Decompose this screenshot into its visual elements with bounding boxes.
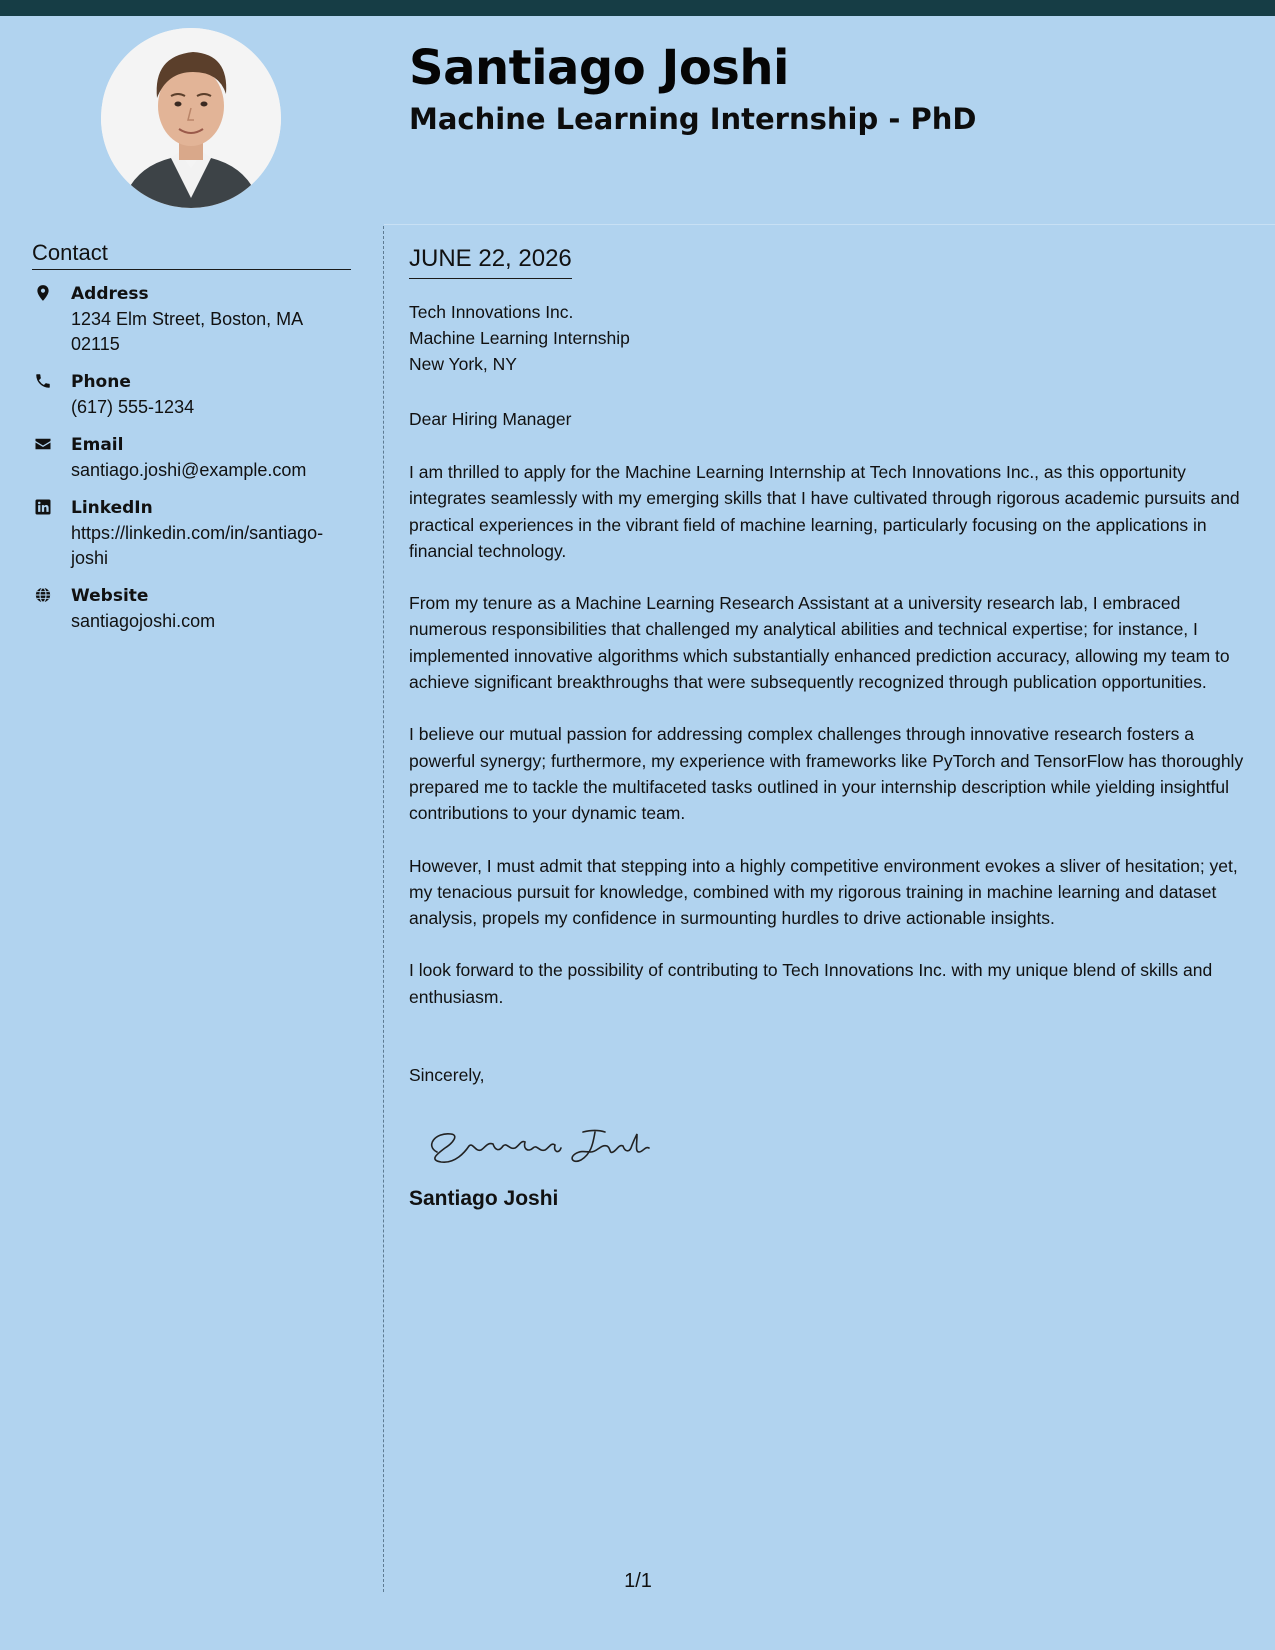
contact-value[interactable]: santiago.joshi@example.com — [71, 460, 307, 480]
salutation: Dear Hiring Manager — [409, 409, 572, 429]
letter-paragraph: However, I must admit that stepping into a highly competitive environment evokes a sliver of hesitation; yet, my tenacious pursuit for knowledge, combined with my rigorous training in machine learning and dataset analysis, propels my confidence in surmounting hurdles to drive actionable insights. — [409, 855, 1238, 929]
recipient-company: Tech Innovations Inc. — [409, 302, 574, 322]
contact-value: 1234 Elm Street, Boston, MA 02115 — [71, 309, 303, 354]
profile-photo — [101, 28, 281, 208]
map-pin-icon — [34, 284, 52, 302]
column-divider — [383, 226, 384, 1592]
contact-sidebar — [32, 240, 351, 647]
recipient-position: Machine Learning Internship — [409, 328, 630, 348]
job-title: Machine Learning Internship - PhD — [409, 102, 977, 136]
contact-label: Website — [71, 586, 149, 606]
globe-icon — [34, 586, 52, 604]
letter-body — [409, 244, 1253, 1211]
top-accent-bar — [0, 0, 1275, 16]
contact-email — [32, 433, 351, 483]
applicant-name: Santiago Joshi — [409, 40, 789, 96]
closing: Sincerely, — [409, 1065, 485, 1086]
contact-label: Address — [71, 284, 149, 304]
page-number: 1/1 — [624, 1570, 652, 1592]
linkedin-icon — [34, 498, 52, 516]
contact-address — [32, 282, 351, 357]
contact-linkedin — [32, 496, 351, 571]
contact-label: LinkedIn — [71, 498, 153, 518]
signature — [423, 1112, 663, 1172]
signed-name: Santiago Joshi — [409, 1187, 559, 1211]
contact-value[interactable]: https://linkedin.com/in/santiago-joshi — [71, 523, 324, 568]
contact-value[interactable]: (617) 555-1234 — [71, 397, 195, 417]
contact-heading: Contact — [32, 240, 351, 270]
contact-website — [32, 584, 351, 634]
letter-paragraph: From my tenure as a Machine Learning Research Assistant at a university research lab, I embraced numerous responsibilities that challenged my analytical abilities and technical expertise; for instance, I implemented innovative algorithms which substantially enhanced prediction accuracy, allowing my team to achieve significant breakthroughs that were subsequently recognized through publication opportunities. — [409, 593, 1230, 693]
contact-phone — [32, 370, 351, 420]
phone-icon — [34, 372, 52, 390]
letter-paragraph: I believe our mutual passion for addressing complex challenges through innovative research fosters a powerful synergy; furthermore, my experience with frameworks like PyTorch and TensorFlow has thoroughly prepared me to tackle the multifaceted tasks outlined in your internship description while yielding insightful contributions to your dynamic team. — [409, 724, 1244, 824]
envelope-icon — [34, 435, 52, 453]
recipient-block — [409, 299, 1253, 377]
recipient-location: New York, NY — [409, 354, 517, 374]
contact-label: Email — [71, 435, 124, 455]
letter-paragraph: I look forward to the possibility of contributing to Tech Innovations Inc. with my unique blend of skills and enthusiasm. — [409, 960, 1213, 1007]
letter-date: JUNE 22, 2026 — [409, 244, 572, 279]
contact-value[interactable]: santiagojoshi.com — [71, 611, 216, 631]
contact-label: Phone — [71, 372, 131, 392]
letter-paragraph: I am thrilled to apply for the Machine Learning Internship at Tech Innovations Inc., as this opportunity integrates seamlessly with my emerging skills that I have cultivated through rigorous academic pursuits and practical experiences in the vibrant field of machine learning, particularly focusing on the applications in financial technology. — [409, 462, 1240, 561]
header-divider — [384, 224, 1275, 225]
